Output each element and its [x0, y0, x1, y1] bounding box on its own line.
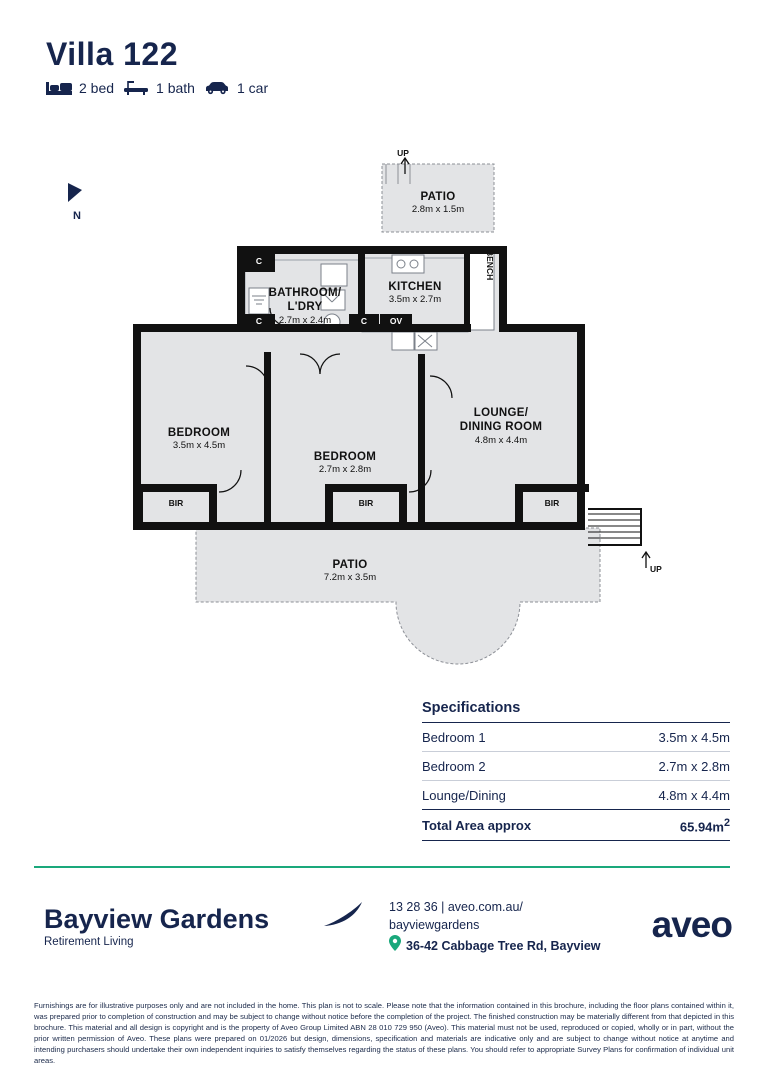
label-up-right: UP: [650, 564, 662, 574]
label-bir-1: BIR: [168, 498, 184, 508]
community-tagline: Retirement Living: [44, 936, 134, 948]
compass-label: N: [73, 210, 81, 222]
label-bir-3: BIR: [544, 498, 560, 508]
address-line: [389, 935, 601, 956]
label-cupboard-2: C: [255, 316, 263, 326]
label-cupboard-3: C: [360, 316, 368, 326]
swoosh-icon: [322, 902, 364, 933]
feature-bath-label: 1 bath: [156, 80, 195, 96]
specifications-heading: Specifications: [422, 700, 521, 716]
feature-summary: [46, 80, 268, 96]
total-area-label: Total Area approx: [422, 810, 608, 841]
footer: [34, 890, 734, 970]
label-cupboard-1: C: [255, 256, 263, 266]
legal-disclaimer: Furnishings are for illustrative purposes only and are not included in the home. This plan is not to scale. Please note that the information contained in this brochure, including the floor plans contained within it, was prepared prior to completion of construction and may be subject to change without notice before the completion of the project. The finished construction may be materially different from that depicted in this brochure. This material and all design is copyright and is the property of Aveo Group Limited ABN 28 010 729 950 (Aveo). This material must not be used, reproduced or copied, wholly or in part, without the prior written permission of Aveo. These plans were prepared on 01/2026 but design, dimensions, specification and materials are indicative only and are subject to change without notice at anytime and intending purchasers should undertake their own independent inquiries to satisfy themselves regarding the status of these plans. You should refer to appropriate Survey Plans for confirmation of individual unit areas.: [34, 1001, 734, 1065]
phone-website[interactable]: 13 28 36 | aveo.com.au/: [389, 900, 523, 914]
feature-bed: [46, 80, 114, 96]
table-row: [422, 752, 730, 781]
page-title: Villa 122: [46, 36, 179, 72]
address-text: 36-42 Cabbage Tree Rd, Bayview: [406, 938, 601, 953]
feature-bath: [123, 80, 195, 96]
spec-value: 2.7m x 2.8m: [608, 752, 730, 781]
room-bathroom-laundry: BATHROOM/ L'DRY 2.7m x 2.4m: [268, 287, 342, 326]
room-bedroom-1: BEDROOM 3.5m x 4.5m: [167, 427, 231, 452]
room-lounge-dining: LOUNGE/ DINING ROOM 4.8m x 4.4m: [459, 407, 543, 446]
spec-value: 3.5m x 4.5m: [608, 723, 730, 752]
feature-car-label: 1 car: [236, 80, 269, 96]
spec-label: Bedroom 2: [422, 752, 608, 781]
table-row: [422, 723, 730, 752]
location-pin-icon: [389, 935, 401, 956]
room-patio-top: PATIO 2.8m x 1.5m: [411, 191, 465, 216]
footer-divider: [34, 866, 730, 868]
table-row-total: [422, 810, 730, 841]
feature-bed-label: 2 bed: [79, 80, 115, 96]
car-icon: [204, 80, 230, 96]
bed-icon: [46, 80, 72, 96]
label-bench: BENCH: [485, 250, 495, 281]
label-oven: OV: [389, 316, 403, 326]
floorplan: [0, 140, 764, 670]
contact-block: [389, 898, 601, 956]
table-row: [422, 781, 730, 810]
spec-value: 4.8m x 4.4m: [608, 781, 730, 810]
label-up-top: UP: [397, 148, 409, 158]
room-kitchen: KITCHEN 3.5m x 2.7m: [388, 281, 442, 306]
page-header: [46, 38, 268, 96]
community-name: Bayview Gardens: [44, 904, 270, 934]
room-bedroom-2: BEDROOM 2.7m x 2.8m: [313, 451, 377, 476]
aveo-logo: aveo: [651, 904, 732, 945]
label-bir-2: BIR: [358, 498, 374, 508]
spec-label: Bedroom 1: [422, 723, 608, 752]
feature-car: [204, 80, 268, 96]
floorplan-svg: [0, 140, 764, 670]
room-patio-bottom: PATIO 7.2m x 3.5m: [323, 559, 377, 584]
total-area-value: $65.94m^2$: [608, 810, 730, 841]
specifications-table: [422, 722, 730, 841]
community-branding: [44, 906, 269, 948]
spec-label: Lounge/Dining: [422, 781, 608, 810]
bath-icon: [123, 80, 149, 96]
website-slug[interactable]: bayviewgardens: [389, 918, 480, 933]
specifications-panel: [422, 700, 730, 841]
